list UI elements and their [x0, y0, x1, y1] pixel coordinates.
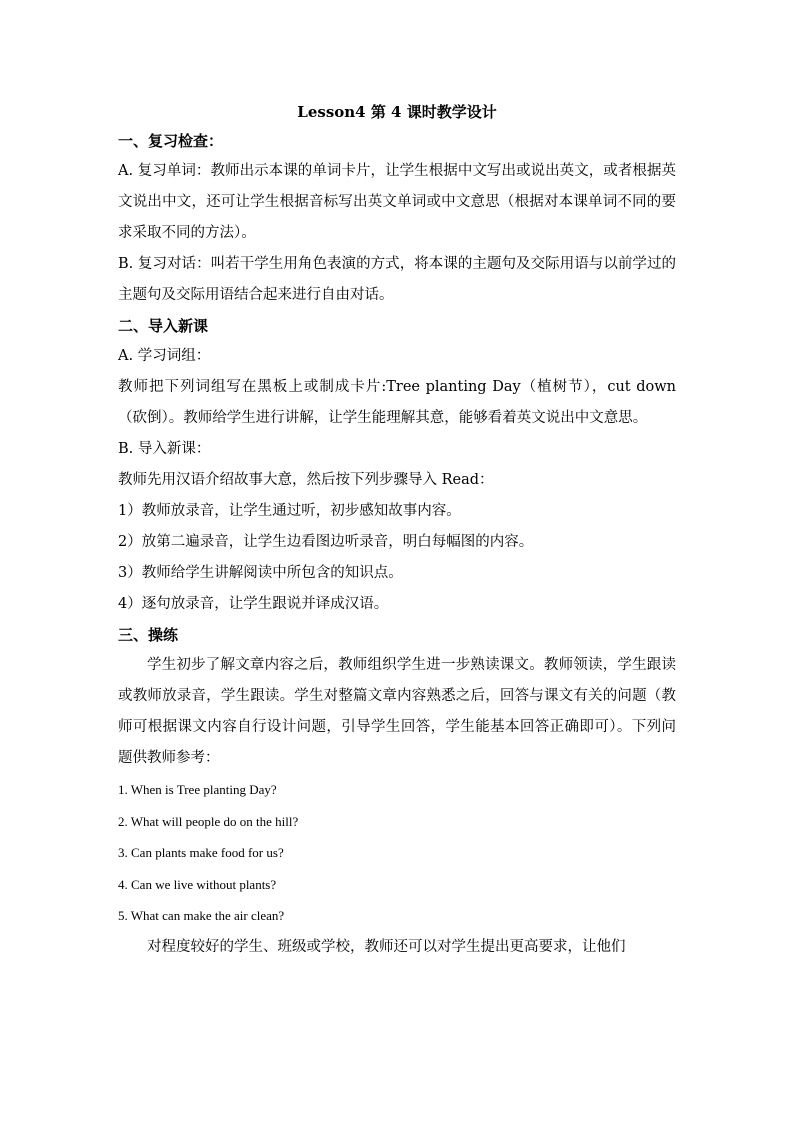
section-heading-new-lesson: 二、导入新课 — [118, 317, 209, 335]
paragraph-closing: 对程度较好的学生、班级或学校，教师还可以对学生提出更高要求，让他们 — [147, 938, 626, 955]
step-item: 3）教师给学生讲解阅读中所包含的知识点。 — [118, 565, 403, 581]
document-page — [118, 98, 676, 963]
section-heading-practice: 三、操练 — [118, 626, 179, 644]
question-item: 2. What will people do on the hill? — [118, 813, 299, 829]
step-item: 2）放第二遍录音，让学生边看图边听录音，明白每幅图的内容。 — [118, 534, 534, 550]
document-title: Lesson4 第 4 课时教学设计 — [297, 103, 497, 121]
subheading-introduce-lesson: B. 导入新课： — [118, 441, 211, 457]
section-heading-review: 一、复习检查： — [118, 132, 224, 150]
question-item: 1. When is Tree planting Day? — [118, 782, 277, 797]
paragraph-phrases: 教师把下列词组写在黑板上或制成卡片:Tree planting Day（植树节），cut down（砍倒）。教师给学生进行讲解，让学生能理解其意，能够看着英文说出中文意思。 — [118, 379, 676, 426]
paragraph-practice: 学生初步了解文章内容之后，教师组织学生进一步熟读课文。教师领读，学生跟读或教师放录音，学生跟读。学生对整篇文章内容熟悉之后，回答与课文有关的问题（教师可根据课文内容自行设计问题，引导学生回答，学生能基本回答正确即可）。下列问题供教师参考： — [118, 657, 676, 766]
subheading-learn-phrases: A. 学习词组： — [118, 348, 211, 364]
step-item: 4）逐句放录音，让学生跟说并译成汉语。 — [118, 596, 389, 612]
question-item: 4. Can we live without plants? — [118, 876, 277, 892]
paragraph-intro: 教师先用汉语介绍故事大意，然后按下列步骤导入 Read： — [118, 472, 494, 488]
paragraph-review-dialogue: B. 复习对话：叫若干学生用角色表演的方式，将本课的主题句及交际用语与以前学过的主题句及交际用语结合起来进行自由对话。 — [118, 256, 676, 303]
step-item: 1）教师放录音，让学生通过听，初步感知故事内容。 — [118, 503, 461, 519]
paragraph-review-words: A. 复习单词：教师出示本课的单词卡片，让学生根据中文写出或说出英文，或者根据英文说出中文，还可让学生根据音标写出英文单词或中文意思（根据对本课单词不同的要求采取不同的方法）。 — [118, 163, 676, 241]
question-item: 5. What can make the air clean? — [118, 908, 285, 923]
question-item: 3. Can plants make food for us? — [118, 845, 284, 860]
